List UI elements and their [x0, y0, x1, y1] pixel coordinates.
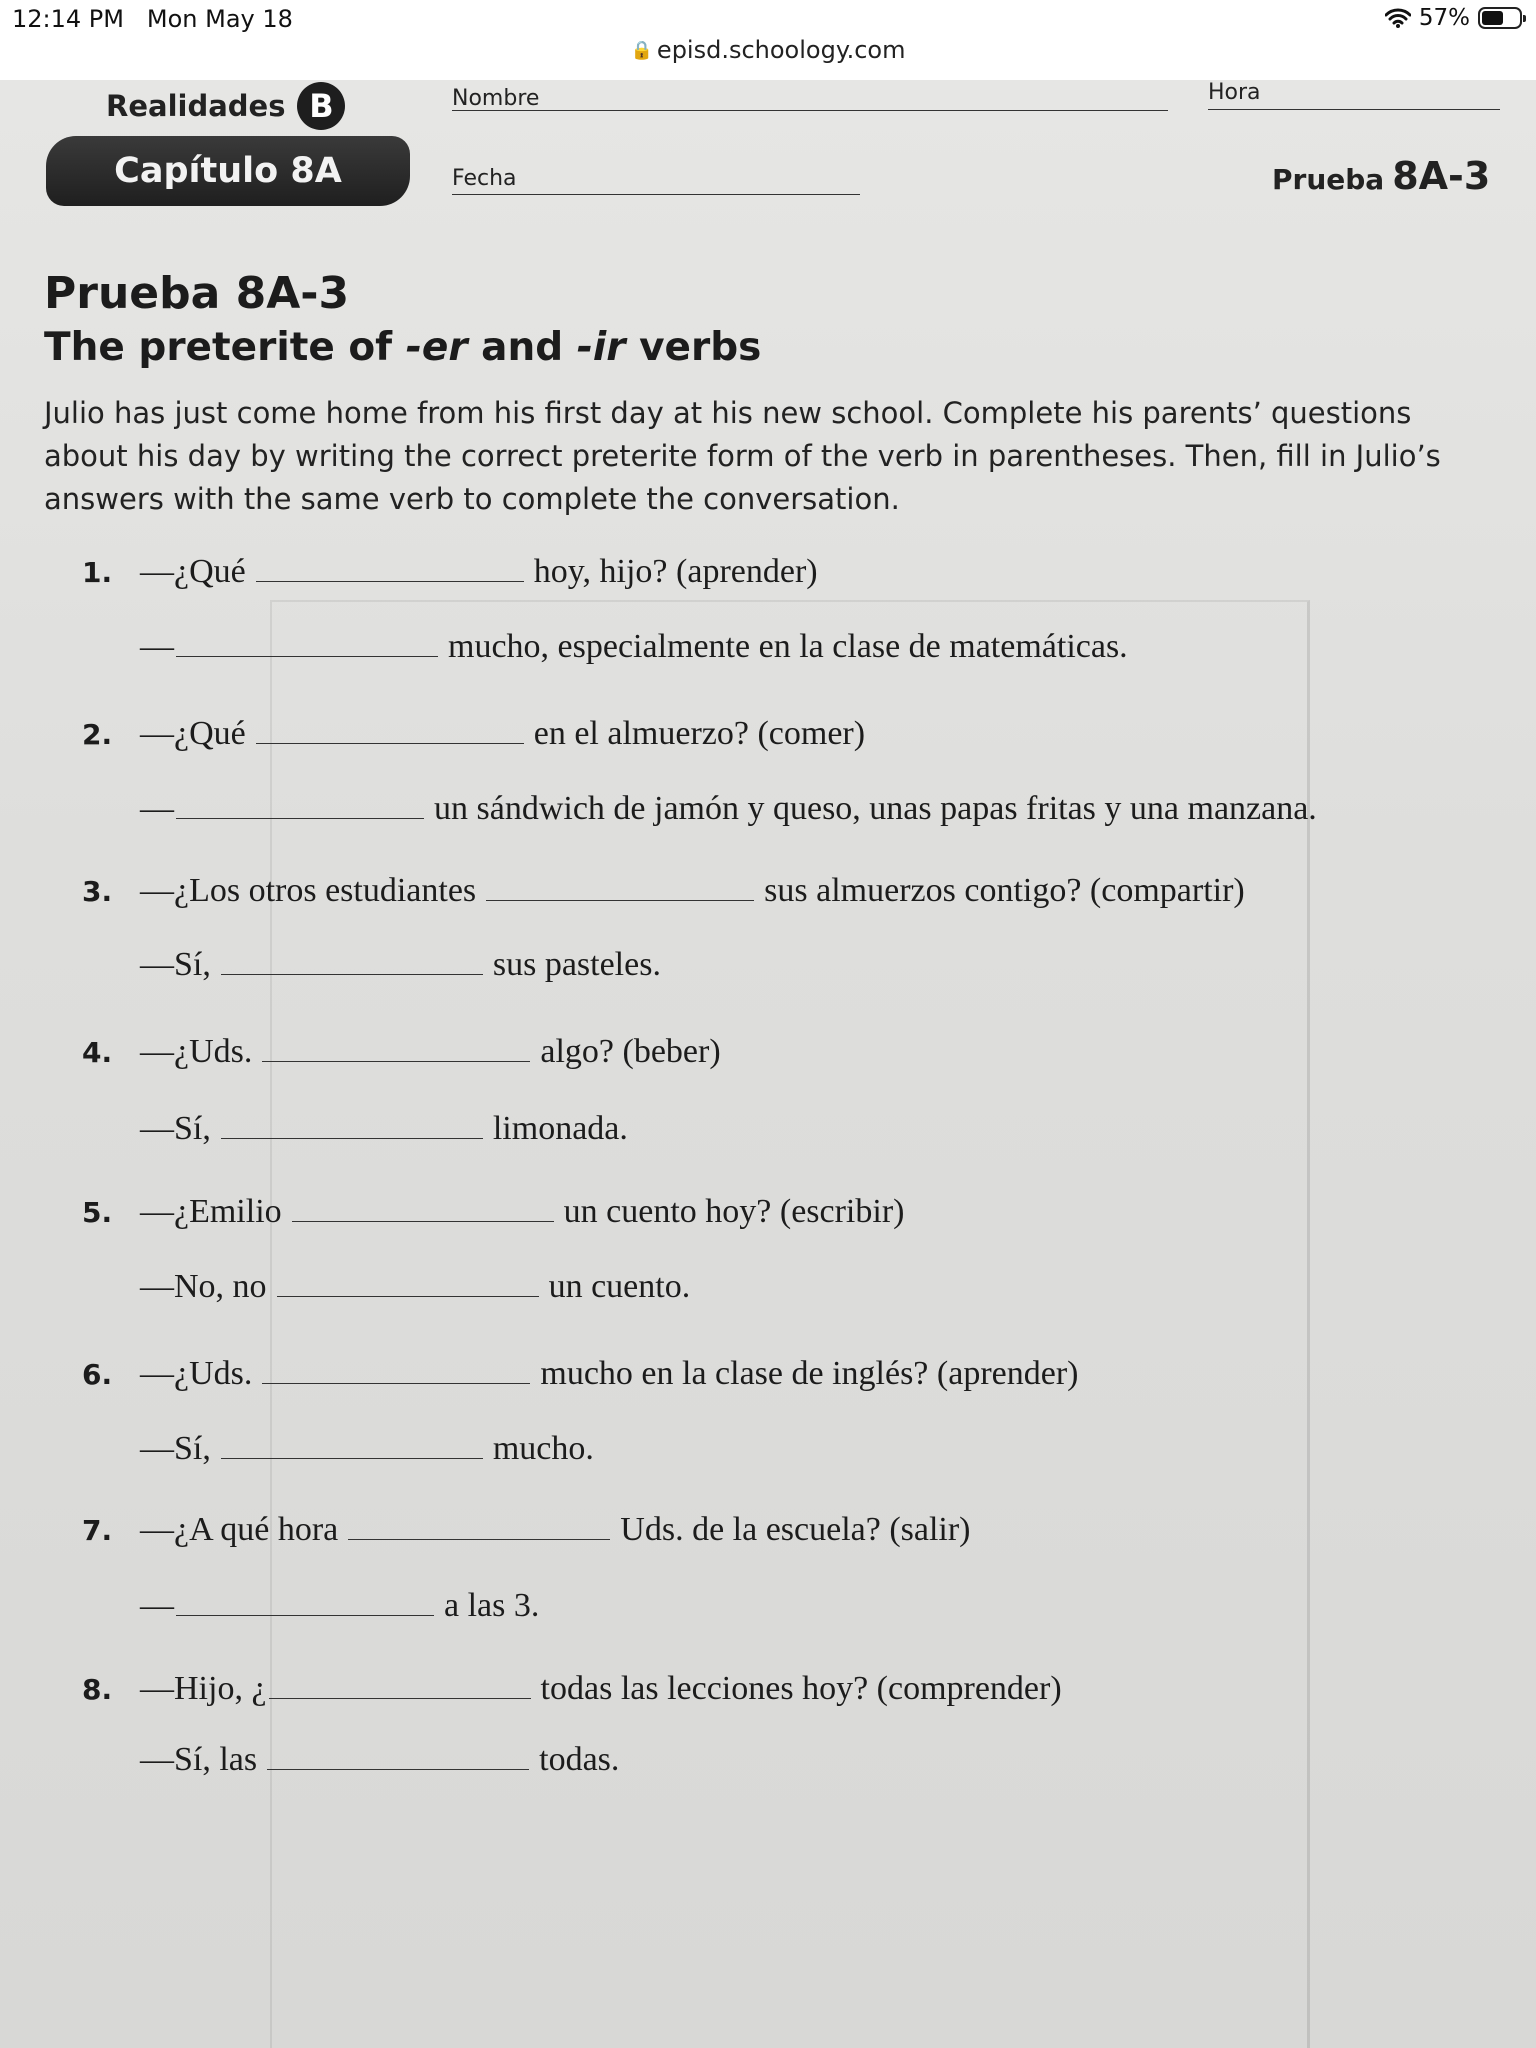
url-text: episd.schoology.com: [656, 36, 906, 64]
page-subtitle: [44, 325, 761, 370]
question-text: —¿Uds.: [140, 1355, 253, 1392]
subtitle-ir: -ir: [576, 325, 626, 370]
question-number: 8.: [82, 1673, 113, 1706]
question-text: hoy, hijo? (aprender): [533, 553, 818, 590]
answer-row-8: [140, 1741, 619, 1779]
chapter-banner: Capítulo 8A: [46, 136, 410, 206]
subtitle-part: verbs: [625, 325, 762, 370]
answer-blank[interactable]: [256, 742, 524, 744]
question-text: —¿Emilio: [140, 1193, 282, 1230]
address-bar[interactable]: [0, 36, 1536, 64]
answer-row-2: [140, 790, 1317, 828]
battery-percent: 57%: [1418, 5, 1470, 31]
answer-blank[interactable]: [486, 899, 754, 901]
answer-blank[interactable]: [176, 817, 424, 819]
question-row-8: [82, 1670, 1062, 1708]
answer-blank[interactable]: [176, 655, 438, 657]
level-badge: B: [297, 82, 345, 130]
question-text: mucho en la clase de inglés? (aprender): [540, 1355, 1079, 1392]
answer-blank[interactable]: [221, 973, 483, 975]
question-row-6: [82, 1355, 1078, 1393]
subtitle-part: and: [467, 325, 577, 370]
answer-row-5: [140, 1268, 690, 1306]
answer-text: —Sí,: [140, 1430, 211, 1467]
answer-text: todas.: [539, 1741, 620, 1778]
quiz-id: 8A-3: [1392, 154, 1491, 198]
status-time: 12:14 PM: [12, 5, 124, 33]
answer-text: limonada.: [492, 1110, 628, 1147]
answer-text: —Sí,: [140, 946, 211, 983]
answer-blank[interactable]: [269, 1697, 531, 1699]
answer-text: un sándwich de jamón y queso, unas papas fritas y una manzana.: [434, 790, 1317, 827]
instructions: Julio has just come home from his first day at his new school. Complete his parents’ questions about his day by writing the correct preterite form of the verb in parentheses. Then, fill in Julio’s answers with the same verb to complete the conversation.: [44, 396, 1441, 516]
status-date: Mon May 18: [146, 5, 293, 33]
answer-text: un cuento.: [548, 1268, 691, 1305]
worksheet-photo[interactable]: [0, 80, 1536, 2048]
answer-text: a las 3.: [444, 1587, 540, 1624]
question-text: —¿Qué: [140, 715, 246, 752]
answer-blank[interactable]: [262, 1382, 530, 1384]
battery-icon: [1478, 7, 1522, 29]
question-text: en el almuerzo? (comer): [533, 715, 866, 752]
question-number: 2.: [82, 718, 113, 751]
status-bar: [0, 0, 1536, 80]
answer-blank[interactable]: [176, 1614, 434, 1616]
lock-icon: 🔒: [630, 40, 653, 61]
wifi-icon: [1385, 8, 1411, 28]
question-row-1: [82, 553, 818, 591]
answer-text: —: [140, 628, 174, 665]
name-line: [452, 110, 1168, 111]
question-number: 3.: [82, 875, 113, 908]
answer-text: —Sí,: [140, 1110, 211, 1147]
answer-blank[interactable]: [292, 1220, 554, 1222]
battery-fill: [1482, 11, 1503, 25]
battery-tip: [1523, 15, 1526, 22]
answer-text: mucho, especialmente en la clase de matemáticas.: [448, 628, 1128, 665]
answer-text: mucho.: [492, 1430, 594, 1467]
hour-label: Hora: [1208, 80, 1261, 105]
question-text: Uds. de la escuela? (salir): [620, 1511, 971, 1548]
question-row-2: [82, 715, 865, 753]
name-label: Nombre: [452, 86, 540, 111]
page-title: Prueba 8A-3: [44, 268, 350, 319]
question-text: —¿Uds.: [140, 1033, 253, 1070]
answer-text: —No, no: [140, 1268, 267, 1305]
subtitle-part: The preterite of: [44, 325, 406, 370]
answer-blank[interactable]: [277, 1295, 539, 1297]
question-number: 6.: [82, 1358, 113, 1391]
answer-row-6: [140, 1430, 594, 1468]
answer-row-1: [140, 628, 1128, 666]
answer-row-7: [140, 1587, 539, 1625]
question-number: 5.: [82, 1196, 113, 1229]
status-time-date: [12, 5, 293, 33]
question-text: sus almuerzos contigo? (compartir): [764, 872, 1245, 909]
answer-text: —: [140, 790, 174, 827]
question-text: —¿A qué hora: [140, 1511, 339, 1548]
subtitle-er: -er: [405, 325, 468, 370]
question-row-5: [82, 1193, 904, 1231]
question-text: un cuento hoy? (escribir): [563, 1193, 905, 1230]
question-text: —¿Los otros estudiantes: [140, 872, 477, 909]
date-line: [452, 194, 860, 195]
answer-blank[interactable]: [348, 1538, 610, 1540]
quiz-label: [1272, 154, 1490, 198]
series-header: [106, 82, 345, 130]
question-text: todas las lecciones hoy? (comprender): [540, 1670, 1062, 1707]
question-text: —¿Qué: [140, 553, 246, 590]
question-row-3: [82, 872, 1245, 910]
question-number: 7.: [82, 1514, 113, 1547]
answer-row-3: [140, 946, 661, 984]
answer-text: —: [140, 1587, 174, 1624]
answer-blank[interactable]: [267, 1768, 529, 1770]
series-name: Realidades: [106, 89, 286, 123]
answer-text: sus pasteles.: [492, 946, 661, 983]
question-row-7: [82, 1511, 971, 1549]
answer-blank[interactable]: [256, 580, 524, 582]
answer-blank[interactable]: [262, 1060, 530, 1062]
quiz-prefix: Prueba: [1272, 163, 1385, 196]
answer-text: —Sí, las: [140, 1741, 258, 1778]
answer-blank[interactable]: [221, 1457, 483, 1459]
date-label: Fecha: [452, 166, 517, 191]
answer-blank[interactable]: [221, 1137, 483, 1139]
question-number: 1.: [82, 556, 113, 589]
status-indicators: [1385, 5, 1522, 31]
answer-row-4: [140, 1110, 628, 1148]
question-text: algo? (beber): [540, 1033, 721, 1070]
question-text: —Hijo, ¿: [140, 1670, 267, 1707]
question-number: 4.: [82, 1036, 113, 1069]
hour-line: [1208, 109, 1500, 110]
question-row-4: [82, 1033, 721, 1071]
